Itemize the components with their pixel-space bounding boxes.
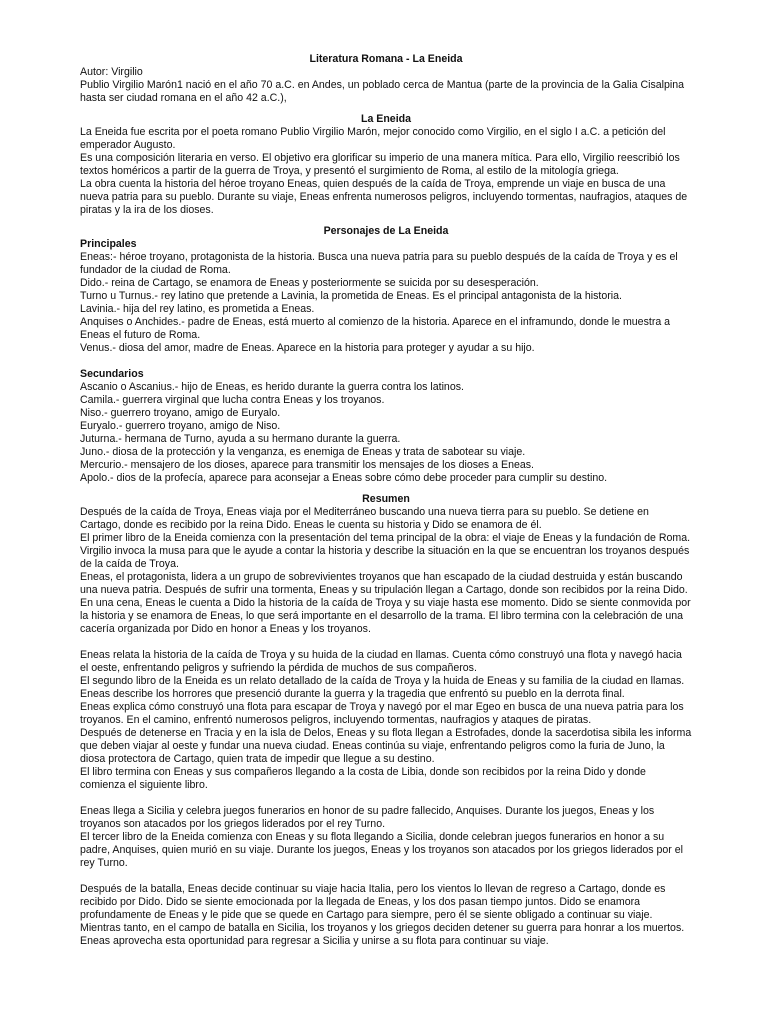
- character-entry: Anquises o Anchides.- padre de Eneas, está muerto al comienzo de la historia. Aparece en el inframundo, donde le muestra a Eneas el futuro de Roma.: [80, 316, 671, 341]
- principales-label: Principales: [80, 238, 137, 250]
- summary-paragraph: Después de la caída de Troya, Eneas viaja por el Mediterráneo buscando una nueva tierra para su pueblo. Se detiene en Cartago, donde es recibido por la reina Dido. Eneas le cuenta su historia y Dido se enamora de él.: [80, 506, 649, 531]
- summary-paragraph: El tercer libro de la Eneida comienza con Eneas y su flota llegando a Sicilia, donde celebran juegos funerarios en honor a su padre, Anquises, quien murió en su viaje. Durante los juegos, Eneas y los troyanos son atacados por los griegos liderados por el rey Turno.: [80, 831, 684, 869]
- character-entry: Camila.- guerrera virginal que lucha contra Eneas y los troyanos.: [80, 394, 385, 406]
- secundarios-label: Secundarios: [80, 368, 144, 380]
- summary-paragraph: Eneas relata la historia de la caída de Troya y su huida de la ciudad en llamas. Cuenta cómo construyó una flota y navegó hacia el oeste, enfrentando peligros y sufriendo la pérdida de muchos de sus compañeros.: [80, 649, 682, 674]
- section-heading-resumen: Resumen: [362, 493, 410, 505]
- character-entry: Dido.- reina de Cartago, se enamora de Eneas y posteriormente se suicida por su desesperación.: [80, 277, 539, 289]
- character-entry: Eneas:- héroe troyano, protagonista de la historia. Busca una nueva patria para su pueblo después de la caída de Troya y es el fundador de la ciudad de Roma.: [80, 251, 678, 276]
- character-entry: Lavinia.- hija del rey latino, es prometida a Eneas.: [80, 303, 315, 315]
- summary-paragraph: Mientras tanto, en el campo de batalla en Sicilia, los troyanos y los griegos deciden detener su guerra para honrar a los muertos.: [80, 922, 685, 934]
- character-entry: Ascanio o Ascanius.- hijo de Eneas, es herido durante la guerra contra los latinos.: [80, 381, 464, 393]
- author-line: Autor: Virgilio: [80, 66, 143, 78]
- document-page: [80, 53, 692, 948]
- summary-paragraph: Eneas explica cómo construyó una flota para escapar de Troya y navegó por el mar Egeo en busca de una nueva patria para los troyanos. En el camino, enfrentó numerosos peligros, incluyendo tormentas, naufragios y ataques de piratas.: [80, 701, 684, 726]
- character-entry: Turno u Turnus.- rey latino que pretende a Lavinia, la prometida de Eneas. Es el principal antagonista de la historia.: [80, 290, 622, 302]
- summary-paragraph: Eneas, el protagonista, lidera a un grupo de sobrevivientes troyanos que han escapado de la ciudad destruida y están buscando una nueva patria. Después de sufrir una tormenta, Eneas y su tripulación llegan a Cartago, donde son recibidos por la reina Dido. En una cena, Eneas le cuenta a Dido la historia de la caída de Troya y su viaje hasta ese momento. Dido se siente conmovida por la historia y se enamora de Eneas, lo que será importante en el desarrollo de la trama. El libro termina con la celebración de una cacería organizada por Dido en honor a Eneas y los troyanos.: [80, 571, 691, 635]
- character-entry: Mercurio.- mensajero de los dioses, aparece para transmitir los mensajes de los dioses a Eneas.: [80, 459, 534, 471]
- summary-paragraph: El libro termina con Eneas y sus compañeros llegando a la costa de Libia, donde son recibidos por la reina Dido y donde comienza el siguiente libro.: [80, 766, 646, 791]
- character-entry: Niso.- guerrero troyano, amigo de Euryalo.: [80, 407, 281, 419]
- summary-paragraph: Después de la batalla, Eneas decide continuar su viaje hacia Italia, pero los vientos lo llevan de regreso a Cartago, donde es recibido por Dido. Dido se siente emocionada por la llegada de Eneas, y los dos pasan tiempo juntos. Dido se enamora profundamente de Eneas y le pide que se quede en Cartago para siempre, pero él se siente obligado a continuar su viaje.: [80, 883, 666, 921]
- author-bio: Publio Virgilio Marón1 nació en el año 70 a.C. en Andes, un poblado cerca de Mantua (parte de la provincia de la Galia Cisalpina hasta ser ciudad romana en el año 42 a.C.),: [80, 79, 685, 104]
- summary-paragraph: El segundo libro de la Eneida es un relato detallado de la caída de Troya y la huida de Eneas y su familia de la ciudad en llamas.: [80, 675, 685, 687]
- character-entry: Juturna.- hermana de Turno, ayuda a su hermano durante la guerra.: [80, 433, 401, 445]
- summary-paragraph: Eneas describe los horrores que presenció durante la guerra y la tragedia que enfrentó su pueblo en la derrota final.: [80, 688, 625, 700]
- document-title: Literatura Romana - La Eneida: [309, 53, 463, 65]
- summary-paragraph: El primer libro de la Eneida comienza con la presentación del tema principal de la obra: el viaje de Eneas y la fundación de Roma. Virgilio invoca la musa para que le ayude a contar la historia y describe la situación en la que se encuentran los troyanos después de la caída de Troya.: [80, 532, 691, 570]
- section-heading-personajes: Personajes de La Eneida: [323, 225, 449, 237]
- character-entry: Juno.- diosa de la protección y la venganza, es enemiga de Eneas y trata de sabotear su viaje.: [80, 446, 526, 458]
- character-entry: Euryalo.- guerrero troyano, amigo de Niso.: [80, 420, 281, 432]
- section-heading-eneida: La Eneida: [360, 113, 412, 125]
- eneida-paragraph: La Eneida fue escrita por el poeta romano Publio Virgilio Marón, mejor conocido como Virgilio, en el siglo I a.C. a petición del emperador Augusto.: [80, 126, 666, 151]
- summary-paragraph: Después de detenerse en Tracia y en la isla de Delos, Eneas y su flota llegan a Estrofades, donde la sacerdotisa sibila les informa que deben viajar al oeste y fundar una nueva ciudad. Eneas continúa su viaje, enfrentando peligros como la furia de Juno, la diosa protectora de Cartago, quien trata de impedir que llegue a su destino.: [80, 727, 692, 765]
- eneida-paragraph: Es una composición literaria en verso. El objetivo era glorificar su imperio de una manera mítica. Para ello, Virgilio reescribió los textos homéricos a partir de la guerra de Troya, y presentó el surgimiento de Roma, al estilo de la mitología griega.: [80, 152, 680, 177]
- summary-paragraph: Eneas llega a Sicilia y celebra juegos funerarios en honor de su padre fallecido, Anquises. Durante los juegos, Eneas y los troyanos son atacados por los griegos liderados por el rey Turno.: [80, 805, 655, 830]
- character-entry: Venus.- diosa del amor, madre de Eneas. Aparece en la historia para proteger y ayudar a su hijo.: [80, 342, 535, 354]
- character-entry: Apolo.- dios de la profecía, aparece para aconsejar a Eneas sobre cómo debe proceder para cumplir su destino.: [80, 472, 608, 484]
- eneida-paragraph: La obra cuenta la historia del héroe troyano Eneas, quien después de la caída de Troya, emprende un viaje en busca de una nueva patria para su pueblo. Durante su viaje, Eneas enfrenta numerosos peligros, incluyendo tormentas, naufragios, ataques de piratas y la ira de los dioses.: [80, 178, 688, 216]
- summary-paragraph: Eneas aprovecha esta oportunidad para regresar a Sicilia y unirse a su flota para continuar su viaje.: [80, 935, 549, 947]
